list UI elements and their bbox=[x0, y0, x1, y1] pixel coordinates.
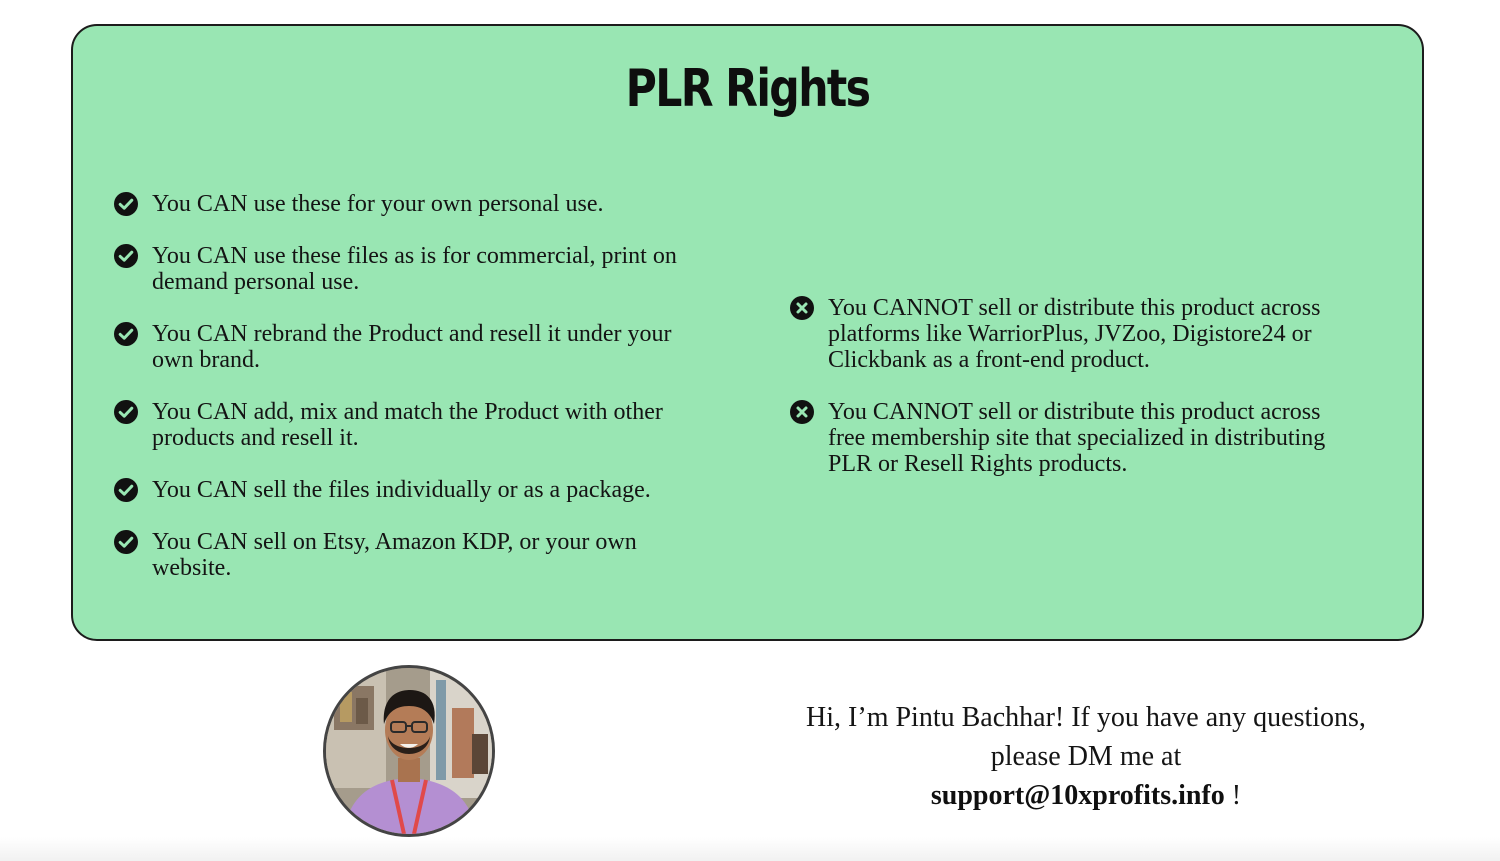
check-circle-icon bbox=[114, 530, 138, 554]
check-circle-icon bbox=[114, 192, 138, 216]
cannot-item-text: You CANNOT sell or distribute this product across free membership site that specialized in distributing PLR or Resell Rights products. bbox=[828, 399, 1326, 477]
contact-line-1: Hi, I’m Pintu Bachhar! If you have any questions, bbox=[806, 702, 1366, 733]
can-item bbox=[114, 477, 704, 503]
can-item-text: You CAN add, mix and match the Product with other products and resell it. bbox=[152, 399, 663, 451]
can-item-text: You CAN sell on Etsy, Amazon KDP, or your own website. bbox=[152, 529, 637, 581]
contact-suffix: ! bbox=[1224, 780, 1242, 811]
can-item-text: You CAN rebrand the Product and resell it under your own brand. bbox=[152, 321, 672, 373]
can-item bbox=[114, 529, 704, 581]
can-item bbox=[114, 399, 704, 451]
can-item bbox=[114, 243, 704, 295]
avatar bbox=[323, 665, 495, 837]
card-title: PLR Rights bbox=[625, 59, 870, 119]
plr-rights-card bbox=[71, 24, 1424, 641]
can-item bbox=[114, 191, 704, 217]
can-item-text: You CAN use these files as is for commercial, print on demand personal use. bbox=[152, 243, 677, 295]
x-circle-icon bbox=[790, 296, 814, 320]
can-item bbox=[114, 321, 704, 373]
contact-message bbox=[770, 698, 1402, 815]
cannot-item-text: You CANNOT sell or distribute this product across platforms like WarriorPlus, JVZoo, Digistore24 or Clickbank as a front-end product. bbox=[828, 295, 1321, 373]
can-list bbox=[114, 191, 704, 607]
check-circle-icon bbox=[114, 244, 138, 268]
can-item-text: You CAN sell the files individually or as a package. bbox=[152, 477, 651, 503]
cannot-item bbox=[790, 295, 1350, 373]
check-circle-icon bbox=[114, 478, 138, 502]
x-circle-icon bbox=[790, 400, 814, 424]
cannot-item bbox=[790, 399, 1350, 477]
check-circle-icon bbox=[114, 400, 138, 424]
check-circle-icon bbox=[114, 322, 138, 346]
email-link[interactable]: support@10xprofits.info bbox=[930, 780, 1225, 811]
contact-line-3 bbox=[770, 776, 1402, 815]
cannot-list bbox=[790, 295, 1350, 503]
contact-line-2: please DM me at bbox=[990, 741, 1182, 772]
bottom-fade bbox=[0, 837, 1500, 861]
profile-photo bbox=[326, 668, 492, 834]
can-item-text: You CAN use these for your own personal use. bbox=[152, 191, 604, 217]
